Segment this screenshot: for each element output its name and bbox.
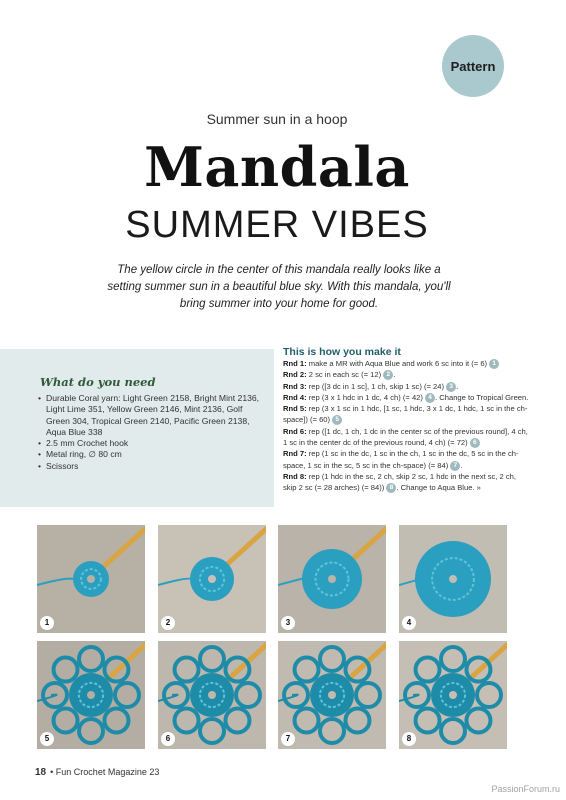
- step-photo: [399, 641, 507, 749]
- instruction-step: [283, 471, 531, 494]
- step-text-after: . Change to Tropical Green.: [435, 392, 529, 402]
- step-photo: [278, 641, 386, 749]
- step-label: Rnd 5:: [283, 404, 307, 414]
- page-number: 18: [35, 767, 47, 778]
- materials-item: • 2.5 mm Crochet hook: [38, 438, 260, 449]
- page-subtitle: Summer sun in a hoop: [206, 111, 348, 127]
- step-number-badge: 6: [470, 438, 480, 448]
- step-photo-number: 8: [402, 732, 416, 746]
- step-label: Rnd 8:: [283, 471, 307, 481]
- step-number-badge: 8: [386, 483, 396, 493]
- instruction-step: [283, 392, 531, 403]
- step-photo-number: 7: [281, 732, 295, 746]
- materials-item: • Durable Coral yarn: Light Green 2158, Bright Mint 2136, Light Lime 351, Yellow Green 2146, Mint 2136, Golf Green 304, Tropical Green 2140, Pacific Green 2138, Aqua Blue 338: [38, 393, 260, 438]
- step-text: rep ([1 dc, 1 ch, 1 dc in the center sc of the previous round], 4 ch, 1 sc in the center dc of the previous round, 4 ch) (= 72): [283, 426, 528, 448]
- step-photo-number: 2: [161, 616, 175, 630]
- step-label: Rnd 6:: [283, 426, 307, 436]
- section-badge: [442, 35, 504, 97]
- step-text: rep (1 hdc in the sc, 2 ch, skip 2 sc, 1 hdc in the next sc, 2 ch, skip 2 sc (= 28 arches) (= 84)): [283, 471, 516, 493]
- crochet-motif-illustration: [399, 525, 507, 633]
- page-footer: [35, 767, 159, 778]
- step-text-after: .: [460, 460, 463, 470]
- step-photo: [37, 641, 145, 749]
- crochet-motif-illustration: [37, 641, 145, 749]
- step-photo: [37, 525, 145, 633]
- crochet-motif-illustration: [278, 525, 386, 633]
- magazine-name: Fun Crochet Magazine 23: [55, 767, 160, 777]
- step-text: rep ([3 dc in 1 sc], 1 ch, skip 1 sc) (= 24): [308, 381, 445, 391]
- step-photo-number: 3: [281, 616, 295, 630]
- instruction-step: [283, 358, 531, 369]
- step-number-badge: 5: [332, 415, 342, 425]
- materials-item: • Metal ring, ∅ 80 cm: [38, 449, 260, 460]
- step-text-after: . Change to Aqua Blue. »: [396, 483, 481, 493]
- footer-separator: •: [50, 767, 54, 777]
- badge-label: Pattern: [450, 58, 496, 74]
- step-label: Rnd 4:: [283, 392, 307, 402]
- step-photo: [278, 525, 386, 633]
- step-text: 2 sc in each sc (= 12): [308, 370, 382, 380]
- step-text: make a MR with Aqua Blue and work 6 sc into it (= 6): [308, 359, 488, 368]
- step-text: rep (3 x 1 hdc in 1 dc, 4 ch) (= 42): [308, 392, 423, 402]
- step-text: rep (3 x 1 sc in 1 hdc, [1 sc, 1 hdc, 3 x 1 dc, 1 hdc, 1 sc in the ch-space]) (= 60): [283, 404, 528, 425]
- instruction-step: [283, 381, 531, 392]
- instructions-heading: This is how you make it: [283, 346, 401, 358]
- step-number-badge: 2: [383, 370, 393, 380]
- instruction-step: [283, 448, 531, 471]
- instruction-step: [283, 426, 531, 449]
- step-number-badge: 3: [446, 382, 456, 392]
- crochet-motif-illustration: [158, 641, 266, 749]
- instruction-step: [283, 369, 531, 380]
- step-label: Rnd 1:: [283, 359, 307, 368]
- step-text-after: .: [456, 381, 459, 391]
- step-text-after: .: [393, 370, 396, 380]
- step-number-badge: 1: [489, 359, 499, 369]
- step-photo: [399, 525, 507, 633]
- step-text: rep (1 sc in the dc, 1 sc in the ch, 1 sc in the dc, 5 sc in the ch-space, 1 sc in the sc, 5 sc in the ch-space) (= 84): [283, 449, 519, 470]
- step-label: Rnd 3:: [283, 381, 307, 391]
- step-label: Rnd 2:: [283, 370, 307, 380]
- crochet-motif-illustration: [399, 641, 507, 749]
- crochet-motif-illustration: [278, 641, 386, 749]
- crochet-motif-illustration: [158, 525, 266, 633]
- step-photo-number: 5: [40, 732, 54, 746]
- intro-paragraph: The yellow circle in the center of this mandala really looks like a setting summer sun in a beautiful blue sky. With this mandala, you'll bring summer into your home for good.: [107, 264, 451, 310]
- instruction-step: [283, 403, 531, 426]
- materials-heading: What do you need: [40, 375, 156, 389]
- step-photo-number: 1: [40, 616, 54, 630]
- materials-list: [38, 393, 260, 472]
- watermark: PassionForum.ru: [491, 784, 560, 794]
- step-photo-number: 4: [402, 616, 416, 630]
- step-photo: [158, 641, 266, 749]
- page-title-secondary: SUMMER VIBES: [125, 204, 429, 246]
- crochet-motif-illustration: [37, 525, 145, 633]
- step-number-badge: 7: [450, 461, 460, 471]
- materials-item: • Scissors: [38, 461, 260, 472]
- step-photo-number: 6: [161, 732, 175, 746]
- step-number-badge: 4: [425, 393, 435, 403]
- step-label: Rnd 7:: [283, 449, 307, 459]
- page-title: Mandala: [144, 135, 410, 199]
- step-photo: [158, 525, 266, 633]
- instructions-list: [283, 358, 531, 494]
